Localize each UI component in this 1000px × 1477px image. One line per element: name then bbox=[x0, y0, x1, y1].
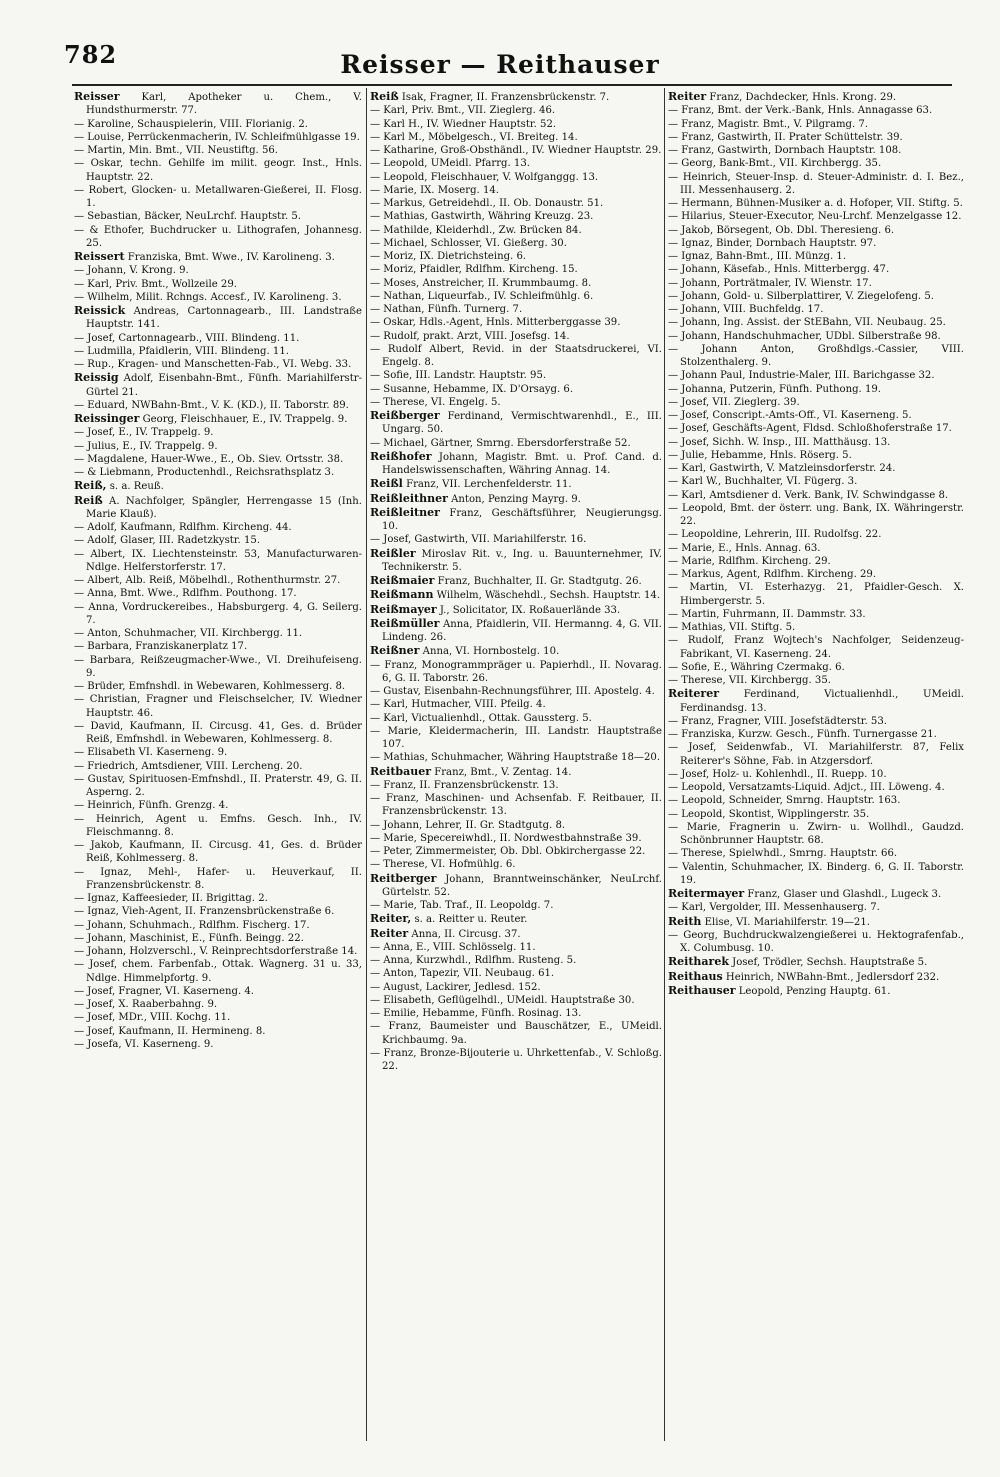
directory-entry: — Josef, Holz- u. Kohlenhdl., II. Ruepp. 10. bbox=[668, 768, 887, 780]
entry-surname: Reißmayer bbox=[370, 602, 437, 616]
directory-entry: — Eduard, NWBahn-Bmt., V. K. (KD.), II. Taborstr. 89. bbox=[74, 399, 349, 411]
directory-entry: — Franziska, Kurzw. Gesch., Fünfh. Turnergasse 21. bbox=[668, 729, 937, 740]
directory-entry: — Josef, Sichh. W. Insp., III. Matthäusg. 13. bbox=[668, 436, 891, 448]
entry-surname: Reiß bbox=[370, 90, 399, 103]
column-3 bbox=[664, 90, 968, 1437]
directory-entry: Reißmaier Franz, Buchhalter, II. Gr. Stadtgutg. 26. bbox=[370, 574, 642, 587]
directory-entry: — Christian, Fragner und Fleischselcher, IV. Wiedner Hauptstr. 46. bbox=[74, 694, 362, 719]
directory-entry: — Valentin, Schuhmacher, IX. Binderg. 6, G. II. Taborstr. 19. bbox=[668, 861, 964, 886]
directory-entry: — Leopold, Bmt. der österr. ung. Bank, IX. Währingerstr. 22. bbox=[668, 502, 964, 527]
directory-entry: — Josefa, VI. Kaserneng. 9. bbox=[74, 1038, 214, 1050]
directory-entry: — Johann, Schuhmach., Rdlfhm. Fischerg. 17. bbox=[74, 919, 310, 931]
directory-entry: — Marie, IX. Moserg. 14. bbox=[370, 184, 500, 196]
entry-surname: Reitbauer bbox=[370, 764, 432, 778]
directory-entry: — Moses, Anstreicher, II. Krummbaumg. 8. bbox=[370, 277, 592, 289]
directory-entry: — Michael, Gärtner, Smrng. Ebersdorferstraße 52. bbox=[370, 437, 631, 449]
directory-entry: — Wilhelm, Milit. Rchngs. Accesf., IV. Karolineng. 3. bbox=[74, 291, 342, 303]
directory-entry: — Franz, Monogrammpräger u. Papierhdl., II. Novarag. 6, G. II. Taborstr. 26. bbox=[370, 659, 662, 684]
directory-entry: Reiß, s. a. Reuß. bbox=[74, 479, 164, 493]
directory-entry: — Franz, Gastwirth, Dornbach Hauptstr. 108. bbox=[668, 145, 902, 156]
directory-entry: — Hilarius, Steuer-Executor, Neu-Lrchf. Menzelgasse 12. bbox=[668, 211, 962, 223]
entry-surname: Reißleitner bbox=[370, 505, 440, 519]
directory-entry: — Oskar, Hdls.-Agent, Hnls. Mitterberggasse 39. bbox=[370, 317, 621, 329]
directory-entry: — Leopold, Schneider, Smrng. Hauptstr. 163. bbox=[668, 795, 901, 807]
directory-entry: Reithaus Heinrich, NWBahn-Bmt., Jedlersdorf 232. bbox=[668, 969, 940, 983]
directory-entry: — Georg, Bank-Bmt., VII. Kirchbergg. 35. bbox=[668, 158, 882, 170]
directory-entry: — Franz, Maschinen- und Achsenfab. F. Reitbauer, II. Franzensbrückenstr. 13. bbox=[370, 793, 662, 818]
directory-entry: — Johann, Käsefab., Hnls. Mitterbergg. 47. bbox=[668, 264, 890, 276]
directory-entry: — Julius, E., IV. Trappelg. 9. bbox=[74, 440, 218, 452]
entry-surname: Reißmann bbox=[370, 588, 434, 602]
directory-entry: — Peter, Zimmermeister, Ob. Dbl. Obkirchergasse 22. bbox=[370, 846, 646, 857]
directory-entry: — Ignaz, Kaffeesieder, II. Brigittag. 2. bbox=[74, 893, 268, 904]
directory-entry: — Robert, Glocken- u. Metallwaren-Gießerei, II. Flosg. 1. bbox=[74, 184, 362, 209]
directory-entry: — Johann, Porträtmaler, IV. Wienstr. 17. bbox=[668, 277, 872, 289]
directory-entry: — Johann, Holzverschl., V. Reinprechtsdorferstraße 14. bbox=[74, 946, 358, 957]
directory-entry: Reithauser Leopold, Penzing Hauptg. 61. bbox=[668, 983, 891, 997]
directory-entry: — Barbara, Franziskanerplatz 17. bbox=[74, 641, 248, 653]
directory-entry: — Karl, Hutmacher, VIII. Pfeilg. 4. bbox=[370, 699, 546, 711]
directory-entry: — Mathilde, Kleiderhdl., Zw. Brücken 84. bbox=[370, 224, 582, 236]
entry-surname: Reithauser bbox=[668, 983, 736, 997]
entry-surname: Reissert bbox=[74, 250, 125, 263]
directory-entry: — Karl, Gastwirth, V. Matzleinsdorferstr. 24. bbox=[668, 463, 896, 474]
directory-entry: — Mathias, Schuhmacher, Währing Hauptstraße 18—20. bbox=[370, 752, 661, 764]
page-number: 782 bbox=[64, 40, 118, 69]
directory-entry: — Karl, Priv. Bmt., VII. Zieglerg. 46. bbox=[370, 105, 556, 117]
directory-entry: — Johann, VIII. Buchfeldg. 17. bbox=[668, 304, 824, 315]
directory-entry: Reitharek Josef, Trödler, Sechsh. Hauptstraße 5. bbox=[668, 955, 928, 969]
directory-entry: — Leopold, Versatzamts-Liquid. Adjct., III. Löweng. 4. bbox=[668, 782, 945, 793]
directory-entry: — Johann, V. Krong. 9. bbox=[74, 265, 189, 277]
directory-entry: — Anna, E., VIII. Schlösselg. 11. bbox=[370, 941, 536, 953]
directory-entry: — Mathias, VII. Stiftg. 5. bbox=[668, 622, 796, 633]
directory-entry: Reiterer Ferdinand, Victualienhdl., UMeidl. Ferdinandsg. 13. bbox=[668, 687, 964, 714]
entry-surname: Reitermayer bbox=[668, 887, 745, 900]
entry-surname: Reißleithner bbox=[370, 491, 448, 505]
directory-entry: — Karl, Victualienhdl., Ottak. Gaussterg. 5. bbox=[370, 712, 592, 724]
directory-entry: — Jakob, Kaufmann, II. Circusg. 41, Ges. d. Brüder Reiß, Kohlmesserg. 8. bbox=[74, 840, 362, 865]
directory-entry: — Karl W., Buchhalter, VI. Fügerg. 3. bbox=[668, 476, 858, 488]
directory-entry: — Gustav, Eisenbahn-Rechnungsführer, III. Apostelg. 4. bbox=[370, 686, 655, 697]
directory-entry: — Anna, Bmt. Wwe., Rdlfhm. Pouthong. 17. bbox=[74, 588, 297, 600]
directory-entry: — Heinrich, Agent u. Emfns. Gesch. Inh., IV. Fleischmanng. 8. bbox=[74, 813, 362, 838]
directory-entry: — Anton, Schuhmacher, VII. Kirchbergg. 11. bbox=[74, 628, 303, 639]
directory-entry: — Susanne, Hebamme, IX. D'Orsayg. 6. bbox=[370, 383, 574, 395]
directory-entry: — Ludmilla, Pfaidlerin, VIII. Blindeng. 11. bbox=[74, 345, 289, 357]
directory-entry: — Louise, Perrückenmacherin, IV. Schleifmühlgasse 19. bbox=[74, 131, 360, 143]
directory-entry: — Martin, Fuhrmann, II. Dammstr. 33. bbox=[668, 608, 866, 620]
directory-entry: — Adolf, Glaser, III. Radetzkystr. 15. bbox=[74, 535, 261, 547]
directory-entry: — Julie, Hebamme, Hnls. Röserg. 5. bbox=[668, 449, 852, 461]
directory-entry: — Moriz, IX. Dietrichsteing. 6. bbox=[370, 251, 527, 262]
directory-entry: — Josef, X. Raaberbahng. 9. bbox=[74, 999, 218, 1010]
directory-entry: Reißleitner Franz, Geschäftsführer, Neugierungsg. 10. bbox=[370, 505, 662, 532]
entry-surname: Reiß, bbox=[74, 479, 107, 493]
directory-entry: — Karoline, Schauspielerin, VIII. Florianig. 2. bbox=[74, 118, 308, 130]
entry-surname: Reissig bbox=[74, 371, 119, 385]
directory-entry: — Josef, Cartonnagearb., VIII. Blindeng. 11. bbox=[74, 332, 300, 344]
directory-entry: — Leopoldine, Lehrerin, III. Rudolfsg. 22. bbox=[668, 529, 882, 541]
directory-entry: — Franz, Bronze-Bijouterie u. Uhrkettenfab., V. Schloßg. 22. bbox=[370, 1047, 662, 1072]
directory-entry: — Rudolf, Franz Wojtech's Nachfolger, Seidenzeug-Fabrikant, VI. Kaserneng. 24. bbox=[668, 635, 964, 660]
directory-entry: — Johann, Ing. Assist. der StEBahn, VII. Neubaug. 25. bbox=[668, 317, 946, 329]
directory-entry: Reiß Isak, Fragner, II. Franzensbrückenstr. 7. bbox=[370, 90, 610, 103]
directory-entry: Reißner Anna, VI. Hornbostelg. 10. bbox=[370, 644, 560, 658]
directory-entry: — Johann, Maschinist, E., Fünfh. Beingg. 22. bbox=[74, 932, 304, 944]
directory-entry: — Leopold, UMeidl. Pfarrg. 13. bbox=[370, 158, 530, 170]
directory-entry: — Marie, Tab. Traf., II. Leopoldg. 7. bbox=[370, 900, 554, 911]
directory-entry: Reiter, s. a. Reitter u. Reuter. bbox=[370, 912, 528, 926]
directory-entry: — Josef, Conscript.-Amts-Off., VI. Kaserneng. 5. bbox=[668, 410, 912, 421]
directory-entry: — Markus, Getreidehdl., II. Ob. Donaustr. 51. bbox=[370, 198, 604, 209]
directory-entry: — Sofie, E., Währing Czermakg. 6. bbox=[668, 661, 845, 673]
directory-entry: — Rup., Kragen- und Manschetten-Fab., VI. Webg. 33. bbox=[74, 359, 352, 370]
directory-entry: — Ignaz, Vieh-Agent, II. Franzensbrückenstraße 6. bbox=[74, 906, 335, 918]
directory-entry: — Josef, Geschäfts-Agent, Fldsd. Schloßhoferstraße 17. bbox=[668, 423, 952, 435]
directory-entry: — Magdalene, Hauer-Wwe., E., Ob. Siev. Ortsstr. 38. bbox=[74, 453, 344, 465]
directory-entry: — Adolf, Kaufmann, Rdlfhm. Kircheng. 44. bbox=[74, 522, 292, 533]
directory-entry: — Marie, E., Hnls. Annag. 63. bbox=[668, 542, 821, 554]
entry-surname: Reithaus bbox=[668, 969, 723, 983]
page-header: Reisser — Reithauser bbox=[340, 50, 660, 79]
directory-entry: — Marie, Fragnerin u. Zwirn- u. Wollhdl., Gaudzd. Schönbrunner Hauptstr. 68. bbox=[668, 821, 964, 846]
entry-surname: Reisser bbox=[74, 90, 120, 103]
directory-entry: — Therese, VI. Hofmühlg. 6. bbox=[370, 859, 516, 871]
entry-surname: Reiter, bbox=[370, 912, 412, 926]
entry-surname: Reiter bbox=[370, 926, 409, 940]
directory-entry: — Hermann, Bühnen-Musiker a. d. Hofoper, VII. Stiftg. 5. bbox=[668, 198, 963, 209]
directory-entry: — Karl M., Möbelgesch., VI. Breiteg. 14. bbox=[370, 131, 578, 143]
directory-entry: — Heinrich, Fünfh. Grenzg. 4. bbox=[74, 800, 229, 812]
entry-surname: Reitharek bbox=[668, 955, 729, 969]
directory-entry: Reisser Karl, Apotheker u. Chem., V. Hundsthurmerstr. 77. bbox=[74, 90, 362, 117]
directory-entry: — Johann, Gold- u. Silberplattirer, V. Ziegelofeng. 5. bbox=[668, 290, 934, 302]
directory-entry: — Michael, Schlosser, VI. Gießerg. 30. bbox=[370, 237, 567, 249]
directory-entry: — Josef, Seidenwfab., VI. Mariahilferstr. 87, Felix Reiterer's Söhne, Fab. in Atzgersdorf. bbox=[668, 742, 964, 767]
directory-entry: — Franz, Baumeister und Bauschätzer, E., UMeidl. Krichbaumg. 9a. bbox=[370, 1021, 662, 1046]
entry-surname: Reißl bbox=[370, 477, 403, 491]
directory-entry: — Therese, VI. Engelg. 5. bbox=[370, 396, 501, 408]
entry-surname: Reitberger bbox=[370, 871, 437, 885]
directory-entry: — Mathias, Gastwirth, Währing Kreuzg. 23. bbox=[370, 211, 594, 223]
directory-entry: — Josef, MDr., VIII. Kochg. 11. bbox=[74, 1012, 231, 1024]
entry-surname: Reiterer bbox=[668, 687, 719, 701]
header-rule bbox=[72, 84, 952, 86]
directory-entry: — Johann Paul, Industrie-Maler, III. Barichgasse 32. bbox=[668, 370, 935, 382]
directory-entry: — Franz, Magistr. Bmt., V. Pilgramg. 7. bbox=[668, 118, 869, 130]
directory-entry: — Oskar, techn. Gehilfe im milit. geogr. Inst., Hnls. Hauptstr. 22. bbox=[74, 158, 362, 183]
directory-entry: — Johann, Lehrer, II. Gr. Stadtgutg. 8. bbox=[370, 819, 566, 831]
directory-entry: — Franz, Fragner, VIII. Josefstädterstr. 53. bbox=[668, 715, 887, 727]
entry-surname: Reißmüller bbox=[370, 616, 440, 630]
directory-entry: — Johann Anton, Großhdlgs.-Cassier, VIII. Stolzenthalerg. 9. bbox=[668, 343, 964, 368]
directory-entry: — Josef, E., IV. Trappelg. 9. bbox=[74, 427, 214, 439]
directory-entry: — Moriz, Pfaidler, Rdlfhm. Kircheng. 15. bbox=[370, 264, 578, 276]
directory-entry: Reitberger Johann, Branntweinschänker, NeuLrchf. Gürtelstr. 52. bbox=[370, 871, 662, 898]
directory-entry: — Albert, Alb. Reiß, Möbelhdl., Rothenthurmstr. 27. bbox=[74, 575, 341, 586]
entry-surname: Reiter bbox=[668, 90, 707, 103]
directory-entry: — Josef, Kaufmann, II. Hermineng. 8. bbox=[74, 1025, 266, 1037]
directory-entry: Reissig Adolf, Eisenbahn-Bmt., Fünfh. Mariahilferstr-Gürtel 21. bbox=[74, 371, 362, 398]
directory-entry: Reitermayer Franz, Glaser und Glashdl., Lugeck 3. bbox=[668, 887, 942, 900]
directory-entry: — Nathan, Fünfh. Turnerg. 7. bbox=[370, 304, 523, 315]
entry-surname: Reissick bbox=[74, 304, 126, 317]
directory-entry: — Franz, Bmt. der Verk.-Bank, Hnls. Annagasse 63. bbox=[668, 105, 933, 117]
entry-surname: Reiß bbox=[74, 493, 103, 507]
column-2 bbox=[366, 90, 666, 1437]
directory-entry: — Ignaz, Binder, Dornbach Hauptstr. 97. bbox=[668, 237, 877, 249]
directory-entry: — Ignaz, Mehl-, Hafer- u. Heuverkauf, II. Franzensbrückenstr. 8. bbox=[74, 866, 362, 891]
directory-entry: — Nathan, Liqueurfab., IV. Schleifmühlg. 6. bbox=[370, 290, 594, 302]
directory-entry: Reißl Franz, VII. Lerchenfelderstr. 11. bbox=[370, 477, 572, 491]
directory-entry: Reissert Franziska, Bmt. Wwe., IV. Karolineng. 3. bbox=[74, 250, 335, 263]
directory-entry: — Anna, Kurzwhdl., Rdlfhm. Rusteng. 5. bbox=[370, 955, 577, 966]
directory-entry: — Anton, Tapezir, VII. Neubaug. 61. bbox=[370, 968, 555, 980]
directory-entry: Reißmüller Anna, Pfaidlerin, VII. Hermanng. 4, G. VII. Lindeng. 26. bbox=[370, 616, 662, 643]
entry-surname: Reißmaier bbox=[370, 574, 435, 587]
directory-entry: Reißberger Ferdinand, Vermischtwarenhdl., E., III. Ungarg. 50. bbox=[370, 409, 662, 436]
directory-entry: Reißler Miroslav Rit. v., Ing. u. Bauunternehmer, IV. Technikerstr. 5. bbox=[370, 546, 662, 573]
directory-entry: — Ignaz, Bahn-Bmt., III. Münzg. 1. bbox=[668, 251, 847, 262]
directory-entry: — Rudolf, prakt. Arzt, VIII. Josefsg. 14. bbox=[370, 330, 570, 342]
directory-entry: — Friedrich, Amtsdiener, VIII. Lercheng. 20. bbox=[74, 760, 303, 772]
directory-entry: — Therese, Spielwhdl., Smrng. Hauptstr. 66. bbox=[668, 848, 898, 860]
directory-entry: — Martin, VI. Esterhazyg. 21, Pfaidler-Gesch. X. Himbergerstr. 5. bbox=[668, 582, 964, 607]
directory-entry: Reißhofer Johann, Magistr. Bmt. u. Prof. Cand. d. Handelswissenschaften, Währing Annag. 14. bbox=[370, 449, 662, 476]
entry-surname: Reißler bbox=[370, 546, 416, 560]
directory-entry: — Karl H., IV. Wiedner Hauptstr. 52. bbox=[370, 118, 557, 130]
directory-entry: — Josef, Fragner, VI. Kaserneng. 4. bbox=[74, 985, 255, 997]
directory-entry: — Martin, Min. Bmt., VII. Neustiftg. 56. bbox=[74, 145, 279, 156]
directory-entry: — David, Kaufmann, II. Circusg. 41, Ges. d. Brüder Reiß, Emfnshdl. in Webewaren, Kohlmesserg. 8. bbox=[74, 720, 362, 745]
directory-entry: — Sebastian, Bäcker, NeuLrchf. Hauptstr. 5. bbox=[74, 211, 301, 223]
directory-entry: — & Ethofer, Buchdrucker u. Lithografen, Johannesg. 25. bbox=[74, 224, 362, 249]
directory-entry: — Marie, Kleidermacherin, III. Landstr. Hauptstraße 107. bbox=[370, 725, 662, 750]
directory-entry: — Leopold, Skontist, Wipplingerstr. 35. bbox=[668, 808, 870, 820]
directory-entry: — Franz, II. Franzensbrückenstr. 13. bbox=[370, 779, 559, 791]
directory-entry: Reiter Franz, Dachdecker, Hnls. Krong. 29. bbox=[668, 90, 897, 103]
directory-entry: — Anna, Vordruckereibes., Habsburgerg. 4, G. Seilerg. 7. bbox=[74, 601, 362, 626]
directory-entry: Reißmann Wilhelm, Wäschehdl., Sechsh. Hauptstr. 14. bbox=[370, 588, 661, 602]
entry-surname: Reissinger bbox=[74, 412, 140, 425]
directory-entry: — Markus, Agent, Rdlfhm. Kircheng. 29. bbox=[668, 569, 877, 580]
entry-surname: Reith bbox=[668, 914, 702, 928]
directory-entry: — Josef, chem. Farbenfab., Ottak. Wagnerg. 31 u. 33, Ndlge. Himmelpfortg. 9. bbox=[74, 959, 362, 984]
directory-entry: — Rudolf Albert, Revid. in der Staatsdruckerei, VI. Engelg. 8. bbox=[370, 343, 662, 368]
directory-entry: — Karl, Amtsdiener d. Verk. Bank, IV. Schwindgasse 8. bbox=[668, 489, 949, 501]
directory-entry: Reiter Anna, II. Circusg. 37. bbox=[370, 926, 521, 940]
directory-entry: — Barbara, Reißzeugmacher-Wwe., VI. Dreihufeiseng. 9. bbox=[74, 654, 362, 679]
directory-entry: Reiß A. Nachfolger, Spängler, Herrengasse 15 (Inh. Marie Klauß). bbox=[74, 493, 362, 520]
entry-surname: Reißberger bbox=[370, 409, 440, 422]
entry-surname: Reißner bbox=[370, 644, 420, 658]
directory-entry: Reitbauer Franz, Bmt., V. Zentag. 14. bbox=[370, 764, 572, 778]
directory-entry: — Albert, IX. Liechtensteinstr. 53, Manufacturwaren-Ndlge. Helferstorferstr. 17. bbox=[74, 548, 362, 573]
directory-entry: — Leopold, Fleischhauer, V. Wolfganggg. 13. bbox=[370, 171, 599, 183]
directory-entry: — Elisabeth, Geflügelhdl., UMeidl. Hauptstraße 30. bbox=[370, 994, 635, 1006]
directory-entry: — Gustav, Spirituosen-Emfnshdl., II. Praterstr. 49, G. II. Asperng. 2. bbox=[74, 773, 362, 798]
directory-entry: — Josef, Gastwirth, VII. Mariahilferstr. 16. bbox=[370, 534, 587, 546]
directory-entry: — Johann, Handschuhmacher, UDbl. Silberstraße 98. bbox=[668, 330, 941, 342]
directory-entry: — Brüder, Emfnshdl. in Webewaren, Kohlmesserg. 8. bbox=[74, 681, 346, 692]
column-1 bbox=[70, 90, 366, 1437]
directory-entry: — Josef, VII. Zieglerg. 39. bbox=[668, 396, 800, 408]
entry-surname: Reißhofer bbox=[370, 449, 432, 463]
directory-entry: — Karl, Priv. Bmt., Wollzeile 29. bbox=[74, 278, 237, 290]
directory-entry: — August, Lackirer, Jedlesd. 152. bbox=[370, 981, 541, 993]
directory-entry: Reissick Andreas, Cartonnagearb., III. Landstraße Hauptstr. 141. bbox=[74, 304, 362, 331]
directory-entry: — & Liebmann, Productenhdl., Reichsrathsplatz 3. bbox=[74, 467, 335, 478]
directory-entry: — Katharine, Groß-Obsthändl., IV. Wiedner Hauptstr. 29. bbox=[370, 145, 662, 156]
directory-entry: — Georg, Buchdruckwalzengießerei u. Hektografenfab., X. Columbusg. 10. bbox=[668, 929, 964, 954]
directory-entry: — Franz, Gastwirth, II. Prater Schüttelstr. 39. bbox=[668, 131, 903, 143]
directory-entry: — Marie, Rdlfhm. Kircheng. 29. bbox=[668, 555, 831, 567]
directory-entry: Reißleithner Anton, Penzing Mayrg. 9. bbox=[370, 491, 581, 505]
directory-entry: — Therese, VII. Kirchbergg. 35. bbox=[668, 675, 831, 686]
directory-entry: — Sofie, III. Landstr. Hauptstr. 95. bbox=[370, 370, 547, 382]
directory-entry: Reissinger Georg, Fleischhauer, E., IV. Trappelg. 9. bbox=[74, 412, 348, 425]
directory-entry: — Jakob, Börsegent, Ob. Dbl. Theresieng. 6. bbox=[668, 224, 895, 236]
directory-entry: Reißmayer J., Solicitator, IX. Roßauerlände 33. bbox=[370, 602, 621, 616]
directory-entry: — Marie, Specereiwhdl., II. Nordwestbahnstraße 39. bbox=[370, 832, 642, 844]
directory-entry: Reith Elise, VI. Mariahilferstr. 19—21. bbox=[668, 914, 870, 928]
directory-entry: — Emilie, Hebamme, Fünfh. Rosinag. 13. bbox=[370, 1008, 582, 1019]
directory-entry: — Johanna, Putzerin, Fünfh. Puthong. 19. bbox=[668, 383, 882, 395]
directory-entry: — Elisabeth VI. Kaserneng. 9. bbox=[74, 747, 228, 759]
directory-entry: — Karl, Vergolder, III. Messenhauserg. 7. bbox=[668, 902, 880, 914]
directory-entry: — Heinrich, Steuer-Insp. d. Steuer-Administr. d. I. Bez., III. Messenhauserg. 2. bbox=[668, 171, 964, 196]
